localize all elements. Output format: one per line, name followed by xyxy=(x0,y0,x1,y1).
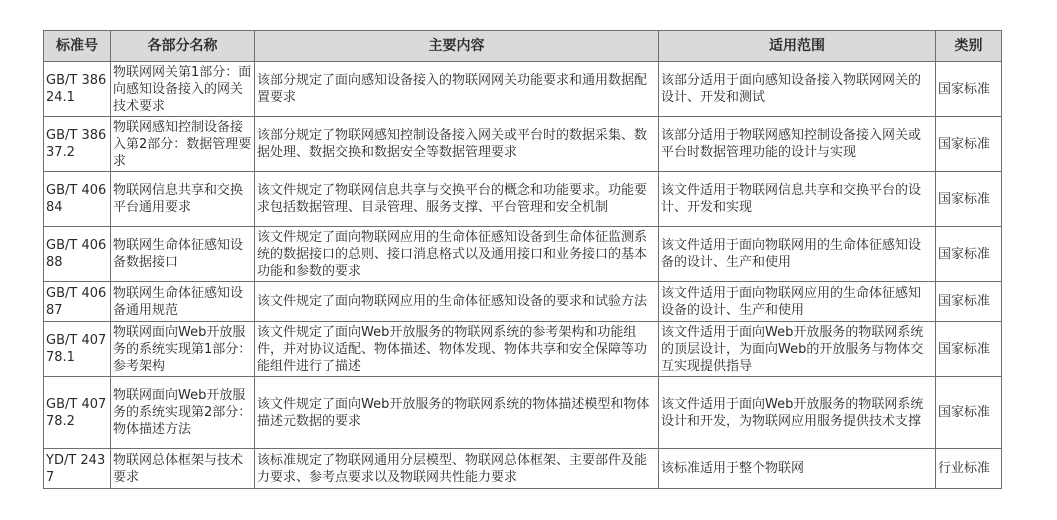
table-row xyxy=(44,282,1002,322)
cell-part-name: 物联网信息共享和交换平台通用要求 xyxy=(111,172,255,227)
cell-standard-no: GB/T 40688 xyxy=(44,227,111,282)
cell-scope: 该文件适用于面向物联网应用的生命体征感知设备的设计、生产和使用 xyxy=(659,282,936,322)
cell-main-content: 该文件规定了面向物联网应用的生命体征感知设备到生命体征监测系统的数据接口的总则、接口消息格式以及通用接口和业务接口的基本功能和参数的要求 xyxy=(255,227,659,282)
cell-standard-no: GB/T 40778.2 xyxy=(44,377,111,449)
table-row xyxy=(44,449,1002,489)
cell-part-name: 物联网感知控制设备接入第2部分：数据管理要求 xyxy=(111,117,255,172)
cell-main-content: 该文件规定了面向物联网应用的生命体征感知设备的要求和试验方法 xyxy=(255,282,659,322)
cell-part-name: 物联网面向Web开放服务的系统实现第2部分：物体描述方法 xyxy=(111,377,255,449)
cell-main-content: 该文件规定了面向Web开放服务的物联网系统的物体描述模型和物体描述元数据的要求 xyxy=(255,377,659,449)
cell-scope: 该文件适用于面向Web开放服务的物联网系统的顶层设计，为面向Web的开放服务与物体交互实现提供指导 xyxy=(659,322,936,377)
cell-standard-no: GB/T 40687 xyxy=(44,282,111,322)
cell-scope: 该文件适用于物联网信息共享和交换平台的设计、开发和实现 xyxy=(659,172,936,227)
cell-category: 国家标准 xyxy=(936,377,1002,449)
header-standard-no: 标准号 xyxy=(44,31,111,62)
header-category: 类别 xyxy=(936,31,1002,62)
cell-category: 国家标准 xyxy=(936,322,1002,377)
cell-part-name: 物联网面向Web开放服务的系统实现第1部分：参考架构 xyxy=(111,322,255,377)
cell-category: 行业标准 xyxy=(936,449,1002,489)
table-row xyxy=(44,322,1002,377)
cell-main-content: 该文件规定了面向Web开放服务的物联网系统的参考架构和功能组件，并对协议适配、物体描述、物体发现、物体共享和安全保障等功能组件进行了描述 xyxy=(255,322,659,377)
cell-category: 国家标准 xyxy=(936,227,1002,282)
cell-category: 国家标准 xyxy=(936,282,1002,322)
table-row xyxy=(44,227,1002,282)
cell-part-name: 物联网网关第1部分：面向感知设备接入的网关技术要求 xyxy=(111,62,255,117)
cell-main-content: 该部分规定了面向感知设备接入的物联网网关功能要求和通用数据配置要求 xyxy=(255,62,659,117)
cell-scope: 该文件适用于面向Web开放服务的物联网系统设计和开发，为物联网应用服务提供技术支撑 xyxy=(659,377,936,449)
header-main-content: 主要内容 xyxy=(255,31,659,62)
cell-part-name: 物联网总体框架与技术要求 xyxy=(111,449,255,489)
cell-scope: 该部分适用于物联网感知控制设备接入网关或平台时数据管理功能的设计与实现 xyxy=(659,117,936,172)
cell-standard-no: YD/T 2437 xyxy=(44,449,111,489)
cell-category: 国家标准 xyxy=(936,117,1002,172)
cell-main-content: 该标准规定了物联网通用分层模型、物联网总体框架、主要部件及能力要求、参考点要求以及物联网共性能力要求 xyxy=(255,449,659,489)
cell-part-name: 物联网生命体征感知设备数据接口 xyxy=(111,227,255,282)
cell-standard-no: GB/T 38624.1 xyxy=(44,62,111,117)
cell-standard-no: GB/T 38637.2 xyxy=(44,117,111,172)
header-scope: 适用范围 xyxy=(659,31,936,62)
cell-scope: 该文件适用于面向物联网用的生命体征感知设备的设计、生产和使用 xyxy=(659,227,936,282)
cell-standard-no: GB/T 40684 xyxy=(44,172,111,227)
table-row xyxy=(44,377,1002,449)
table-row xyxy=(44,172,1002,227)
table-header-row xyxy=(44,31,1002,62)
cell-scope: 该标准适用于整个物联网 xyxy=(659,449,936,489)
cell-part-name: 物联网生命体征感知设备通用规范 xyxy=(111,282,255,322)
cell-main-content: 该文件规定了物联网信息共享与交换平台的概念和功能要求。功能要求包括数据管理、目录管理、服务支撑、平台管理和安全机制 xyxy=(255,172,659,227)
cell-standard-no: GB/T 40778.1 xyxy=(44,322,111,377)
table-row xyxy=(44,117,1002,172)
cell-category: 国家标准 xyxy=(936,62,1002,117)
table-row xyxy=(44,62,1002,117)
standards-table-container xyxy=(43,30,1002,489)
cell-main-content: 该部分规定了物联网感知控制设备接入网关或平台时的数据采集、数据处理、数据交换和数据安全等数据管理要求 xyxy=(255,117,659,172)
cell-scope: 该部分适用于面向感知设备接入物联网网关的设计、开发和测试 xyxy=(659,62,936,117)
cell-category: 国家标准 xyxy=(936,172,1002,227)
standards-table xyxy=(43,30,1002,489)
header-part-name: 各部分名称 xyxy=(111,31,255,62)
